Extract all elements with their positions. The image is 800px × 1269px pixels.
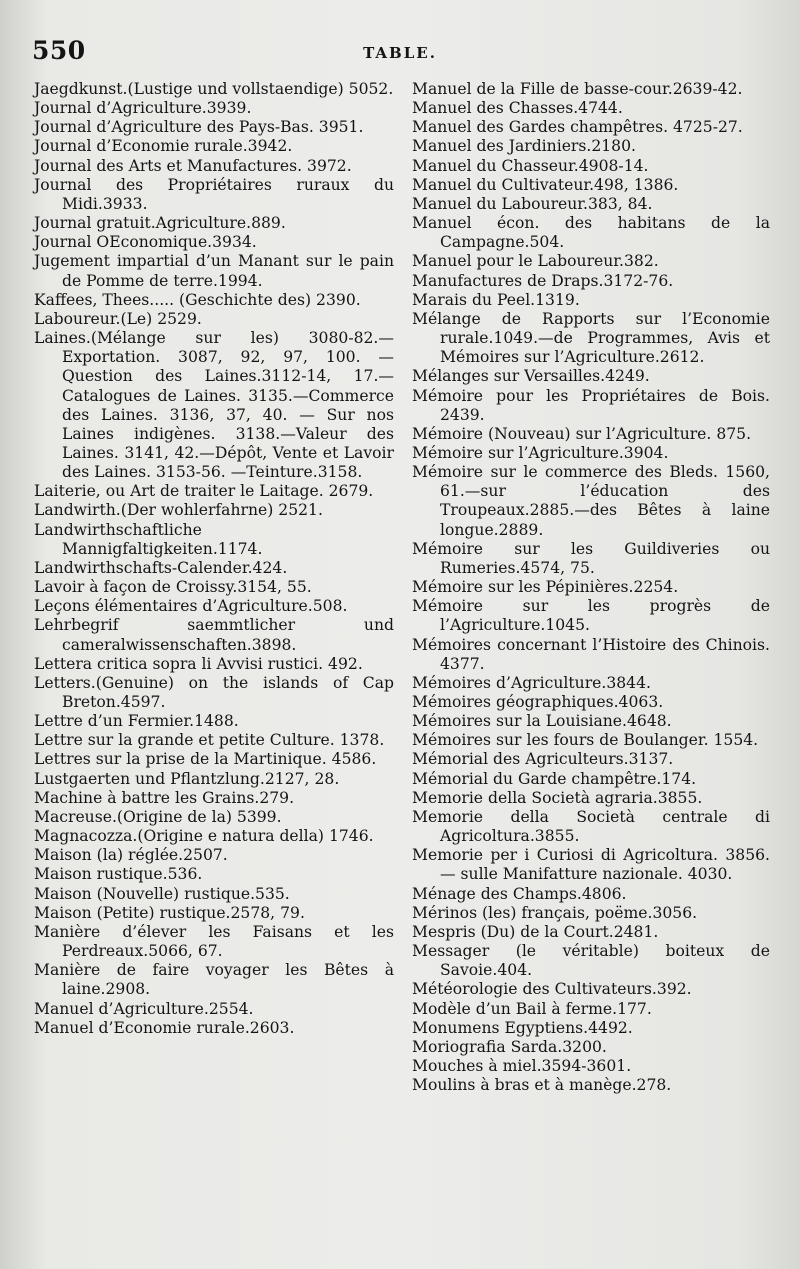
page-number: 550 — [32, 36, 86, 65]
index-entry: Manuel écon. des habitans de la Campagne.504. — [412, 214, 770, 252]
index-entry: Manière d’élever les Faisans et les Perdreaux.5066, 67. — [34, 922, 394, 961]
index-entry: Maison rustique.536. — [34, 865, 203, 884]
index-entry: Mémorial des Agriculteurs.3137. — [412, 750, 674, 769]
index-entry: Manuel du Cultivateur.498, 1386. — [412, 175, 679, 194]
index-entry: Macreuse.(Origine de la) 5399. — [34, 807, 282, 826]
index-entry: Marais du Peel.1319. — [412, 290, 580, 309]
index-entry: Lettre d’un Fermier.1488. — [34, 712, 239, 731]
index-entry: Mémoires concernant l’Histoire des Chinois. 4377. — [412, 635, 770, 673]
index-entry: Mémoires sur la Louisiane.4648. — [412, 712, 672, 731]
page-header — [32, 36, 768, 76]
index-entry: Journal d’Agriculture.3939. — [34, 99, 252, 118]
index-entry: Landwirthschaftliche Mannigfaltigkeiten.1174. — [34, 520, 263, 558]
index-entry: Journal OEconomique.3934. — [34, 233, 257, 252]
index-entry: Météorologie des Cultivateurs.392. — [412, 980, 692, 999]
index-entry: Mérinos (les) français, poëme.3056. — [412, 903, 698, 922]
index-entry: Lettres sur la prise de la Martinique. 4586. — [34, 750, 377, 769]
index-entry: Mémoire sur les Pépinières.2254. — [412, 578, 679, 597]
index-entry: Mélange de Rapports sur l’Economie rurale.1049.—de Programmes, Avis et Mémoires sur l’Agriculture.2612. — [412, 309, 770, 367]
index-entry: Kaffees, Thees..... (Geschichte des) 2390. — [34, 290, 361, 309]
index-entry: Laiterie, ou Art de traiter le Laitage. 2679. — [34, 482, 374, 501]
index-entry: Memorie per i Curiosi di Agricoltura. 3856.— sulle Manifatture nazionale. 4030. — [412, 846, 770, 884]
index-entry: Laboureur.(Le) 2529. — [34, 309, 202, 328]
index-entry: Mémoire sur l’Agriculture.3904. — [412, 443, 669, 462]
index-entry: Ménage des Champs.4806. — [412, 884, 627, 903]
index-entry: Messager (le véritable) boiteux de Savoie.404. — [412, 942, 770, 980]
index-entry: Mespris (Du) de la Court.2481. — [412, 922, 659, 941]
index-entry: Manuel d’Agriculture.2554. — [34, 999, 254, 1018]
index-entry: Mémoire sur les progrès de l’Agriculture.1045. — [412, 597, 770, 635]
index-entry: Manuel pour le Laboureur.382. — [412, 252, 659, 271]
index-entry: Magnacozza.(Origine e natura della) 1746. — [34, 827, 374, 846]
index-entry: Maison (la) réglée.2507. — [34, 846, 228, 865]
index-entry: Manuel de la Fille de basse-cour.2639-42. — [412, 80, 743, 98]
index-entry: Moulins à bras et à manège.278. — [412, 1076, 672, 1095]
index-entry: Mémoires sur les fours de Boulanger. 1554. — [412, 731, 759, 750]
index-entry: Leçons élémentaires d’Agriculture.508. — [34, 597, 348, 616]
index-entry: Manuel du Chasseur.4908-14. — [412, 156, 649, 175]
index-entry: Memorie della Società centrale di Agricoltura.3855. — [412, 807, 770, 846]
index-entry: Journal gratuit.Agriculture.889. — [34, 214, 286, 233]
index-entry: Monumens Egyptiens.4492. — [412, 1018, 633, 1037]
index-entry: Lavoir à façon de Croissy.3154, 55. — [34, 578, 312, 597]
index-entry: Manuel d’Economie rurale.2603. — [34, 1018, 295, 1037]
index-entry: Mémoire sur les Guildiveries ou Rumeries.4574, 75. — [412, 539, 770, 577]
index-entry: Manière de faire voyager les Bêtes à laine.2908. — [34, 961, 394, 999]
index-entry: Mémorial du Garde champêtre.174. — [412, 769, 697, 788]
index-entry: Journal des Arts et Manufactures. 3972. — [34, 156, 352, 175]
index-entry: Machine à battre les Grains.279. — [34, 788, 295, 807]
index-entry: Landwirthschafts-Calender.424. — [34, 558, 288, 577]
index-entry: Lettera critica sopra li Avvisi rustici. 492. — [34, 654, 363, 673]
index-entry: Journal d’Economie rurale.3942. — [34, 137, 293, 156]
index-entry: Jaegdkunst.(Lustige und vollstaendige) 5052. — [34, 80, 394, 98]
index-entry: Manuel des Jardiniers.2180. — [412, 137, 636, 156]
index-entry: Manuel des Chasses.4744. — [412, 99, 623, 118]
index-entry: Landwirth.(Der wohlerfahrne) 2521. — [34, 501, 323, 520]
index-entry: Mémoires géographiques.4063. — [412, 693, 664, 711]
index-entry: Maison (Petite) rustique.2578, 79. — [34, 903, 305, 922]
index-entry: Maison (Nouvelle) rustique.535. — [34, 884, 290, 903]
index-entry: Mémoire sur le commerce des Bleds. 1560, 61.—sur l’éducation des Troupeaux.2885.—des Bêtes à laine longue.2889. — [412, 463, 770, 539]
index-entry: Manufactures de Draps.3172-76. — [412, 271, 674, 290]
index-entry: Laines.(Mélange sur les) 3080-82.—Exportation. 3087, 92, 97, 100. — Question des Laines.3112-14, 17.—Catalogues de Laines. 3135.—Commerce des Laines. 3136, 37, 40. — Sur nos Laines indigènes. 3138.—Valeur des Laines. 3141, 42.—Dépôt, Vente et Lavoir des Laines. 3153-56. —Teinture.3158. — [34, 329, 394, 482]
index-entry: Mémoire pour les Propriétaires de Bois. 2439. — [412, 386, 770, 424]
index-entry: Manuel des Gardes champêtres. 4725-27. — [412, 118, 743, 137]
index-entry: Mélanges sur Versailles.4249. — [412, 367, 650, 386]
index-entry: Mouches à miel.3594-3601. — [412, 1056, 632, 1075]
index-entry: Moriografia Sarda.3200. — [412, 1037, 607, 1056]
index-entry: Journal d’Agriculture des Pays-Bas. 3951. — [34, 118, 364, 137]
index-entry: Jugement impartial d’un Manant sur le pain de Pomme de terre.1994. — [34, 252, 394, 290]
index-entry: Manuel du Laboureur.383, 84. — [412, 194, 653, 213]
index-entry: Modèle d’un Bail à ferme.177. — [412, 999, 652, 1018]
index-entry: Memorie della Società agraria.3855. — [412, 788, 703, 807]
index-entry: Lustgaerten und Pflantzlung.2127, 28. — [34, 769, 340, 788]
index-entry: Lehrbegrif saemmtlicher und cameralwissenschaften.3898. — [34, 616, 394, 654]
index-entry: Letters.(Genuine) on the islands of Cap Breton.4597. — [34, 673, 394, 711]
running-title: TABLE. — [363, 44, 437, 62]
index-entry: Lettre sur la grande et petite Culture. 1378. — [34, 731, 385, 750]
left-column — [34, 80, 394, 1038]
index-entry: Mémoire (Nouveau) sur l’Agriculture. 875. — [412, 424, 752, 443]
right-column — [412, 80, 770, 1095]
index-entry: Mémoires d’Agriculture.3844. — [412, 673, 651, 692]
index-entry: Journal des Propriétaires ruraux du Midi.3933. — [34, 175, 394, 213]
